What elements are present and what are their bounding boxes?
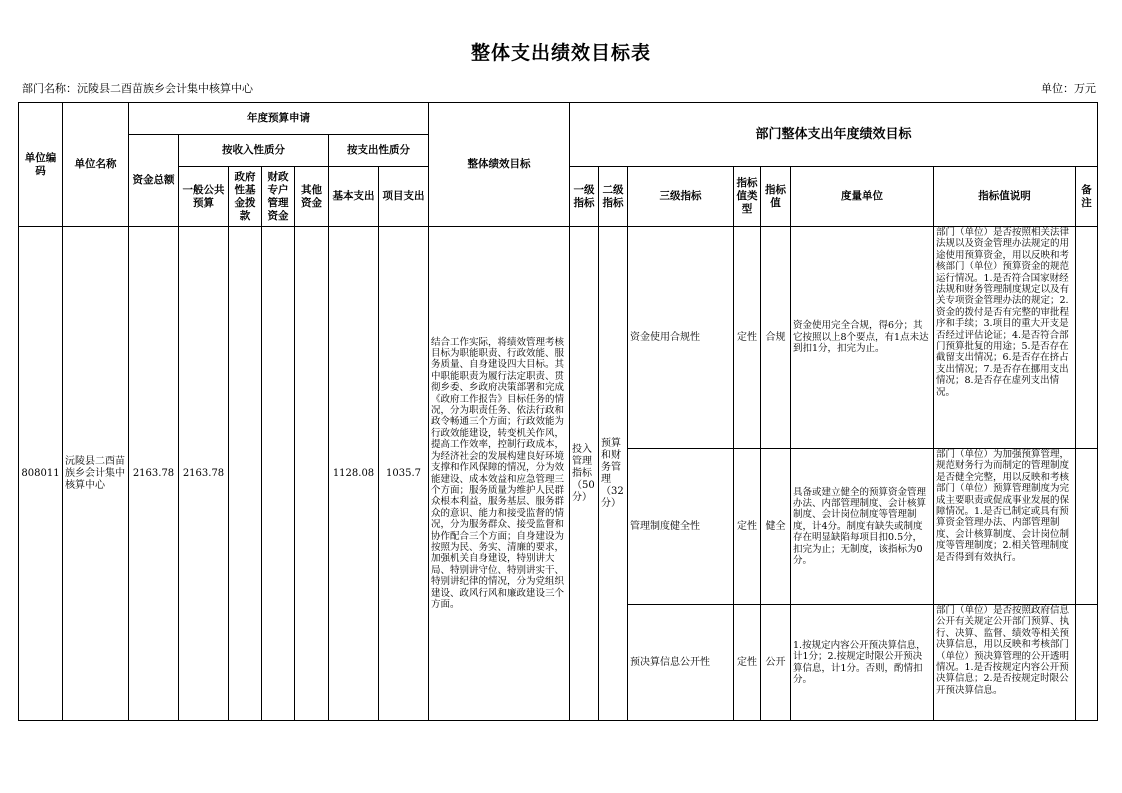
header-ind-desc: 指标值说明 (934, 167, 1076, 227)
ind-desc-text: 部门（单位）为加强预算管理，规范财务行为而制定的管理制度是否健全完整，用以反映和考核部门（单位）预算管理制度为完成主要职责或促成事业发展的保障情况。1.是否已制定或具有预算资金管理办法、内部管理制度、会计核算制度、会计岗位制度等管理制度；2.相关管理制度是否得到有效执行。 (936, 449, 1070, 563)
header-by-expense: 按支出性质分 (329, 135, 429, 167)
remark-cell (1076, 605, 1098, 721)
header-level3: 三级指标 (628, 167, 734, 227)
total-funds-cell: 2163.78 (129, 227, 179, 721)
header-overall-goal: 整体绩效目标 (429, 103, 570, 227)
measure-unit-cell: 资金使用完全合规，得6分；其它按照以上8个要点，有1点未达到扣1分，扣完为止。 (791, 227, 934, 449)
table-row (19, 227, 1098, 449)
gov-fund-cell (229, 227, 262, 721)
performance-table (18, 102, 1098, 721)
level2-cell: 预算和财务管理（32分） (599, 227, 628, 721)
remark-cell (1076, 449, 1098, 605)
ind-desc-text: 部门（单位）是否按照相关法律法规以及资金管理办法规定的用途使用预算资金，用以反映和考核部门（单位）预算资金的规范运行情况。1.是否符合国家财经法规和财务管理制度规定以及有关专项资金管理办法的规定；2.资金的拨付是否有完整的审批程序和手续；3.项目的重大开支是否经过评估论证；4.是否符合部门预算批复的用途；5.是否存在截留支出情况；6.是否存在挤占支出情况；7.是否存在挪用支出情况；8.是否存在虚列支出情况。 (936, 227, 1070, 398)
header-ind-value: 指标值 (761, 167, 791, 227)
header-project-expense: 项目支出 (379, 167, 429, 227)
project-expense-cell: 1035.7 (379, 227, 429, 721)
level3-cell: 预决算信息公开性 (628, 605, 734, 721)
measure-unit-cell: 1.按规定内容公开预决算信息，计1分；2.按规定时限公开预决算信息，计1分。否则，酌情扣分。 (791, 605, 934, 721)
general-budget-cell: 2163.78 (179, 227, 229, 721)
header-basic-expense: 基本支出 (329, 167, 379, 227)
header-measure-unit: 度量单位 (791, 167, 934, 227)
ind-type-cell: 定性 (734, 227, 761, 449)
header-unit-name: 单位名称 (63, 103, 129, 227)
header-dept-goal: 部门整体支出年度绩效目标 (570, 103, 1098, 167)
remark-cell (1076, 227, 1098, 449)
other-funds-cell (295, 227, 329, 721)
header-remark: 备注 (1076, 167, 1098, 227)
ind-desc-cell (934, 605, 1076, 721)
page-title: 整体支出绩效目标表 (470, 42, 651, 64)
header-unit-code: 单位编码 (19, 103, 63, 227)
level3-cell: 管理制度健全性 (628, 449, 734, 605)
overall-goal-cell: 结合工作实际，将绩效管理考核目标为职能职责、行政效能、服务质量、自身建设四大目标。其中职能职责为履行法定职责、贯彻乡委、乡政府决策部署和完成《政府工作报告》目标任务的情况，分为职责任务、依法行政和政令畅通三个方面；行政效能为行政效能建设，转变机关作风，提高工作效率，控制行政成本，为经济社会的发展构建良好环境支撑和作风保障的情况，分为效能建设、成本效益和应急管理三个方面；服务质量为维护人民群众根本利益，服务基层、服务群众的意识、能力和接受监督的情况，分为服务群众、接受监督和协作配合三个方面；自身建设为按照为民、务实、清廉的要求，加强机关自身建设，特别讲大局、特别讲守位、特别讲实干、特别讲纪律的情况，分为党组织建设、政风行风和廉政建设三个方面。 (429, 227, 570, 721)
unit-label: 单位：万元 (1041, 82, 1096, 95)
measure-unit-cell: 具备或建立健全的预算资金管理办法、内部管理制度、会计核算制度、会计岗位制度等管理制度，计4分。制度有缺失或制度存在明显缺陷每项目扣0.5分，扣完为止；无制度，该指标为0分。 (791, 449, 934, 605)
ind-value-cell: 合规 (761, 227, 791, 449)
header-level2: 二级指标 (599, 167, 628, 227)
ind-desc-cell (934, 449, 1076, 605)
header-other-funds: 其他资金 (295, 167, 329, 227)
ind-desc-cell (934, 227, 1076, 449)
header-general-budget: 一般公共预算 (179, 167, 229, 227)
header-row-1 (19, 103, 1098, 135)
unit-name-cell: 沅陵县二酉苗族乡会计集中核算中心 (63, 227, 129, 721)
basic-expense-cell: 1128.08 (329, 227, 379, 721)
ind-type-cell: 定性 (734, 449, 761, 605)
level1-cell: 投入管理指标（50分） (570, 227, 599, 721)
unit-code-cell: 808011 (19, 227, 63, 721)
header-annual-budget: 年度预算申请 (129, 103, 429, 135)
special-fund-cell (262, 227, 295, 721)
department-name: 部门名称：沅陵县二酉苗族乡会计集中核算中心 (22, 82, 253, 95)
header-level1: 一级指标 (570, 167, 599, 227)
header-ind-type: 指标值类型 (734, 167, 761, 227)
ind-desc-text: 部门（单位）是否按照政府信息公开有关规定公开部门预算、执行、决算、监督、绩效等相关预决算信息，用以反映和考核部门（单位）预决算管理的公开透明情况。1.是否按规定内容公开预决算信息；2.是否按规定时限公开预决算信息。 (936, 605, 1070, 696)
level3-cell: 资金使用合规性 (628, 227, 734, 449)
ind-value-cell: 健全 (761, 449, 791, 605)
ind-type-cell: 定性 (734, 605, 761, 721)
header-total-funds: 资金总额 (129, 135, 179, 227)
ind-value-cell: 公开 (761, 605, 791, 721)
header-special-fund: 财政专户管理资金 (262, 167, 295, 227)
header-gov-fund: 政府性基金拨款 (229, 167, 262, 227)
header-by-income: 按收入性质分 (179, 135, 329, 167)
